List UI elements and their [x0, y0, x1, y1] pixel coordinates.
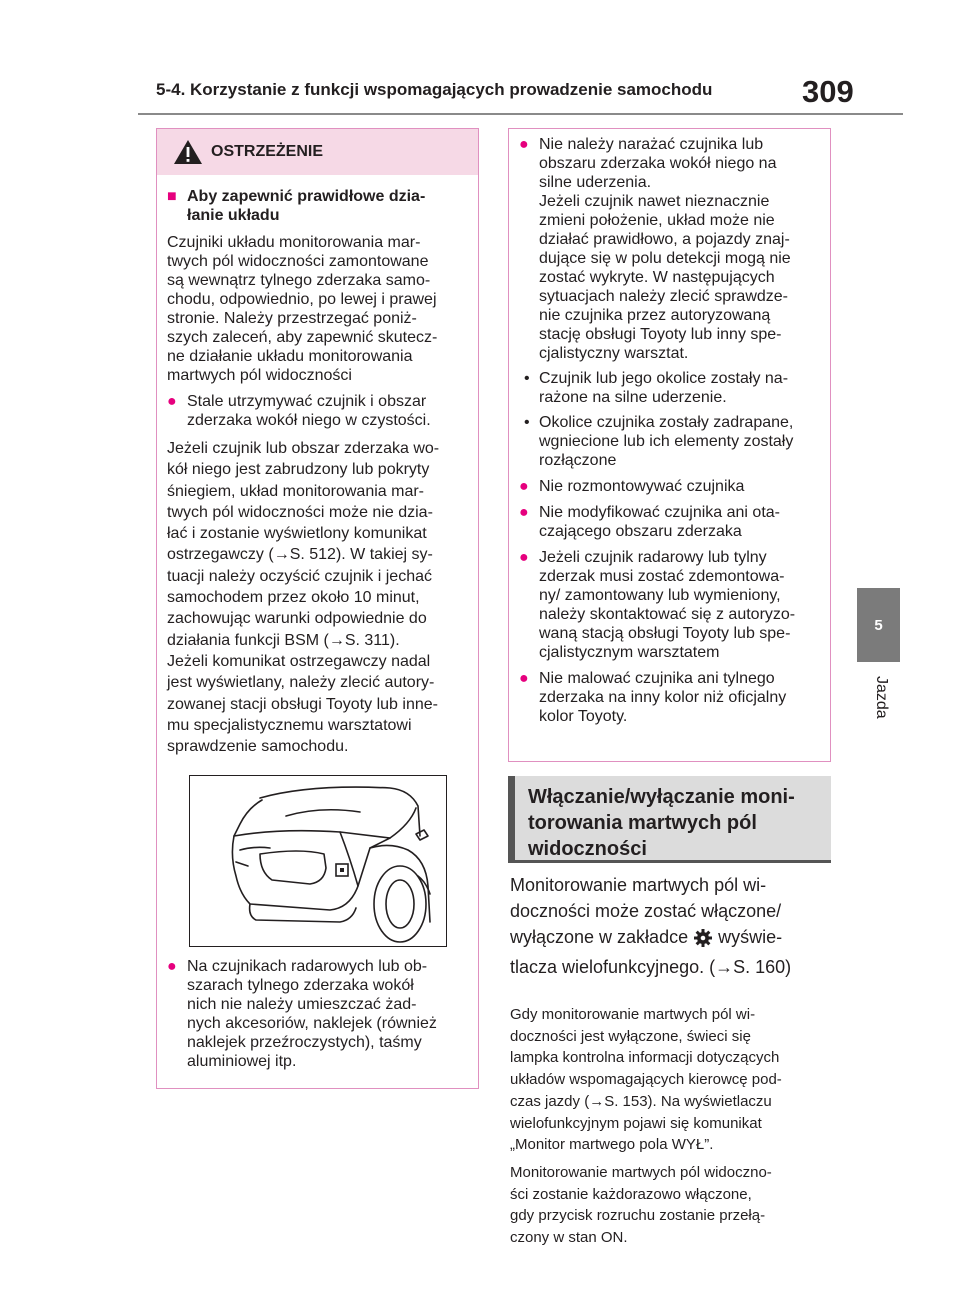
running-header: 5-4. Korzystanie z funkcji wspomagających prowadzenie samochodu: [156, 80, 713, 99]
section-paragraph-2: Gdy monitorowanie martwych pól wi- doczności jest wyłączone, świeci się lampka kontrolna informacji dotyczących układów wspomagających kierowcę pod- czas jazdy (→S. 153). Na wyświetlaczu wielofunkcyjnym pojawi się komunikat „Monitor martwego pola WYŁ”.: [510, 1006, 782, 1154]
warning-intro: Czujniki układu monitorowania mar- twych pól widoczności zamontowane są wewnątrz tylnego zderzaka samo- chodu, odpowiednio, po lewej i prawej stronie. Należy przestrzegać poniż- szych zaleceń, aby zapewnić skutecz- ne działanie układu monitorowania martwych pól widoczności: [167, 234, 438, 384]
caution-bullet-1: ● Nie należy narażać czujnika lub obszaru zderzaka wokół niego na silne uderzenia. Jeżeli czujnik nawet nieznacznie zmieni położenie, układ może nie działać prawidłowo, a pojazdy znaj- dujące się w polu detekcji mogą nie zostać wykryte. W następujących sytuacjach należy zlecić sprawdze- nie czujnika przez autoryzowaną stację obsługi Toyoty lub inny spe- cjalistyczny warsztat.: [519, 136, 791, 362]
dot-bullet-icon: •: [524, 370, 530, 387]
caution-bullet-3: ● Nie modyfikować czujnika ani ota- czającego obszaru zderzaka: [519, 504, 780, 540]
warning-triangle-icon: [173, 139, 203, 165]
square-bullet-icon: ■: [167, 188, 177, 205]
caution-bullet-2: ● Nie rozmontowywać czujnika: [519, 478, 745, 495]
circle-bullet-icon: ●: [519, 136, 529, 153]
warning-paragraph: Jeżeli czujnik lub obszar zderzaka wo- kół niego jest zabrudzony lub pokryty śniegiem, układ monitorowania mar- twych pól widoczności może nie dzia- łać i zostanie wyświetlony komunikat ostrzegawczy (→S. 512). W takiej sy- tuacji należy oczyścić czujnik i jechać samochodem przez około 10 minut, zachowując warunki odpowiednie do działania funkcji BSM (→S. 311). Jeżeli komunikat ostrzegawczy nadal jest wyświetlany, należy zlecić autory- zowanej stacji obsługi Toyoty lub inne- mu specjalistycznemu warsztatowi sprawdzenie samochodu.: [167, 440, 440, 756]
warning-heading: ■ Aby zapewnić prawidłowe dzia- łanie układu: [167, 188, 426, 224]
circle-bullet-icon: ●: [519, 478, 529, 495]
chapter-tab: 5: [857, 588, 900, 662]
section-paragraph-1b: wyświe-: [718, 927, 783, 947]
section-paragraph-3: Monitorowanie martwych pól widoczno- ści zostanie każdorazowo włączone, gdy przycisk rozruchu zostanie przełą- czony w stan ON.: [510, 1164, 772, 1247]
circle-bullet-icon: ●: [519, 504, 529, 521]
car-rear-drawing: [190, 776, 446, 946]
section-heading-box: [508, 776, 831, 860]
circle-bullet-icon: ●: [167, 393, 177, 410]
circle-bullet-icon: ●: [519, 549, 529, 566]
gear-icon: [693, 928, 713, 948]
chapter-label: Jazda: [873, 676, 890, 719]
section-paragraph-1c: tlacza wielofunkcyjnego. (→S. 160): [510, 957, 792, 977]
caution-bullet-4: ● Jeżeli czujnik radarowy lub tylny zderzak musi zostać zdemontowa- ny/ zamontowany lub wymieniony, należy skontaktować się z autoryzo- waną stacją obsługi Toyoty lub spe- cjalistycznym warsztatem: [519, 549, 796, 661]
caution-continued-box: [508, 128, 831, 762]
section-heading-bar: [508, 776, 515, 860]
caution-subitem-1: • Czujnik lub jego okolice zostały na- rażone na silne uderzenie.: [524, 370, 789, 406]
circle-bullet-icon: ●: [167, 958, 177, 975]
caution-bullet-5: ● Nie malować czujnika ani tylnego zderzaka na inny kolor niż oficjalny kolor Toyoty.: [519, 670, 787, 725]
header-rule: [138, 113, 903, 115]
rear-bumper-illustration: [189, 775, 447, 947]
warning-header: [157, 129, 478, 175]
circle-bullet-icon: ●: [519, 670, 529, 687]
warning-bullet-2: ● Na czujnikach radarowych lub ob- szarach tylnego zderzaka wokół nich nie należy umieszczać żad- nych akcesoriów, naklejek (również naklejek przeźroczystych), taśmy aluminiowej itp.: [167, 958, 437, 1070]
section-paragraph-1a: Monitorowanie martwych pól wi- doczności może zostać włączone/ wyłączone w zakładce: [510, 875, 782, 947]
page-number: 309: [802, 74, 854, 109]
warning-bullet-1: ● Stale utrzymywać czujnik i obszar zderzaka wokół niego w czystości.: [167, 393, 431, 429]
caution-subitem-2: • Okolice czujnika zostały zadrapane, wgniecione lub ich elementy zostały rozłączone: [524, 414, 794, 469]
warning-title: OSTRZEŻENIE: [211, 143, 324, 160]
section-title: Włączanie/wyłączanie moni- torowania martwych pól widoczności: [528, 786, 795, 860]
dot-bullet-icon: •: [524, 414, 530, 431]
